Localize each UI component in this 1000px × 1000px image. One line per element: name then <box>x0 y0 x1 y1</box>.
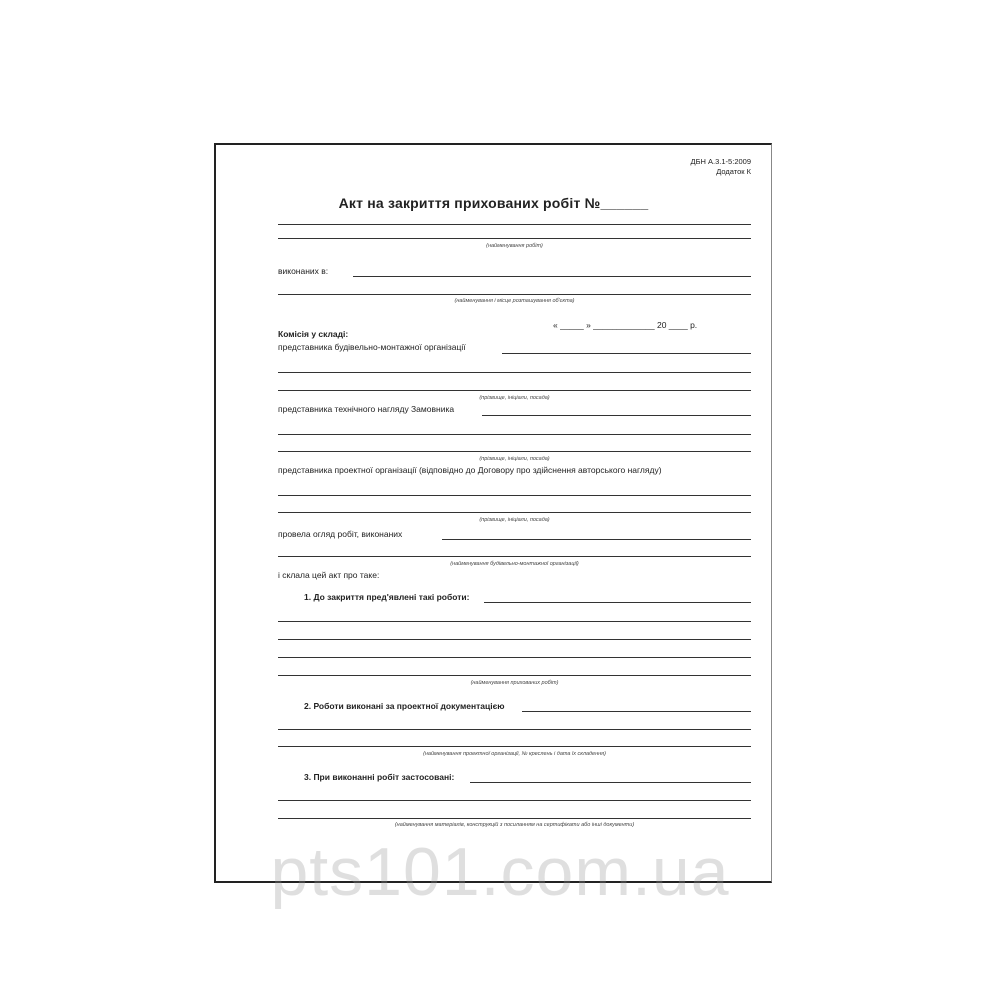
rep-construction-line <box>278 372 751 373</box>
item-1-line <box>278 621 751 622</box>
rep-supervision-line <box>278 434 751 435</box>
rep-construction-line <box>278 390 751 391</box>
caption-person: (прізвище, ініціали, посада) <box>479 517 550 523</box>
item-2-label: 2. Роботи виконані за проектної документацією <box>304 701 505 711</box>
item-3-line <box>278 818 751 819</box>
item-1-line <box>278 675 751 676</box>
inspection-org-line <box>442 539 751 540</box>
item-1-label: 1. До закриття пред'явлені такі роботи: <box>304 592 470 602</box>
document-page <box>214 143 772 883</box>
commission-label: Комісія у складі: <box>278 329 349 339</box>
appendix-label: Додаток К <box>716 167 751 176</box>
rep-supervision-line <box>278 451 751 452</box>
caption-hidden-works: (найменування прихованих робіт) <box>470 680 559 686</box>
item-1-line <box>278 639 751 640</box>
standard-code: ДБН А.3.1-5:2009 <box>690 157 751 166</box>
rep-supervision-line <box>482 415 751 416</box>
rep-construction-line <box>502 353 751 354</box>
item-2-line <box>522 711 751 712</box>
executed-in-label: виконаних в: <box>278 266 329 276</box>
location-line <box>353 276 751 277</box>
watermark: pts101.com.ua <box>270 834 730 910</box>
caption-object: (найменування і місце розташування об'єкта) <box>454 298 575 304</box>
rep-design-line <box>278 512 751 513</box>
work-name-line <box>278 238 751 239</box>
item-3-line <box>278 800 751 801</box>
caption-person: (прізвище, ініціали, посада) <box>479 456 550 462</box>
work-name-line <box>278 224 751 225</box>
rep-design-line <box>278 495 751 496</box>
caption-work-name: (найменування робіт) <box>486 243 543 249</box>
caption-materials: (найменування матеріалів, конструкцій з посиланням на сертифікати або інші документи) <box>394 822 635 828</box>
rep-design-label: представника проектної організації (відповідно до Договору про здійснення авторського нагляду) <box>278 465 662 475</box>
item-3-label: 3. При виконанні робіт застосовані: <box>304 772 455 782</box>
item-1-line <box>278 657 751 658</box>
caption-design-docs: (найменування проектної організації, № креслень і дата їх складення) <box>423 751 606 757</box>
caption-org: (найменування будівельно-монтажної організації) <box>450 561 579 567</box>
inspection-org-line <box>278 556 751 557</box>
item-3-line <box>470 782 751 783</box>
rep-supervision-label: представника технічного нагляду Замовника <box>278 404 455 414</box>
item-2-line <box>278 746 751 747</box>
date-field: « _____ » _____________ 20 ____ р. <box>553 320 698 330</box>
item-1-line <box>484 602 751 603</box>
document-title: Акт на закриття прихованих робіт №______ <box>338 195 649 211</box>
rep-construction-label: представника будівельно-монтажної організації <box>278 342 466 352</box>
caption-person: (прізвище, ініціали, посада) <box>479 395 550 401</box>
item-2-line <box>278 729 751 730</box>
inspection-label: провела огляд робіт, виконаних <box>278 529 403 539</box>
compiled-label: і склала цей акт про таке: <box>278 570 380 580</box>
location-line <box>278 294 751 295</box>
